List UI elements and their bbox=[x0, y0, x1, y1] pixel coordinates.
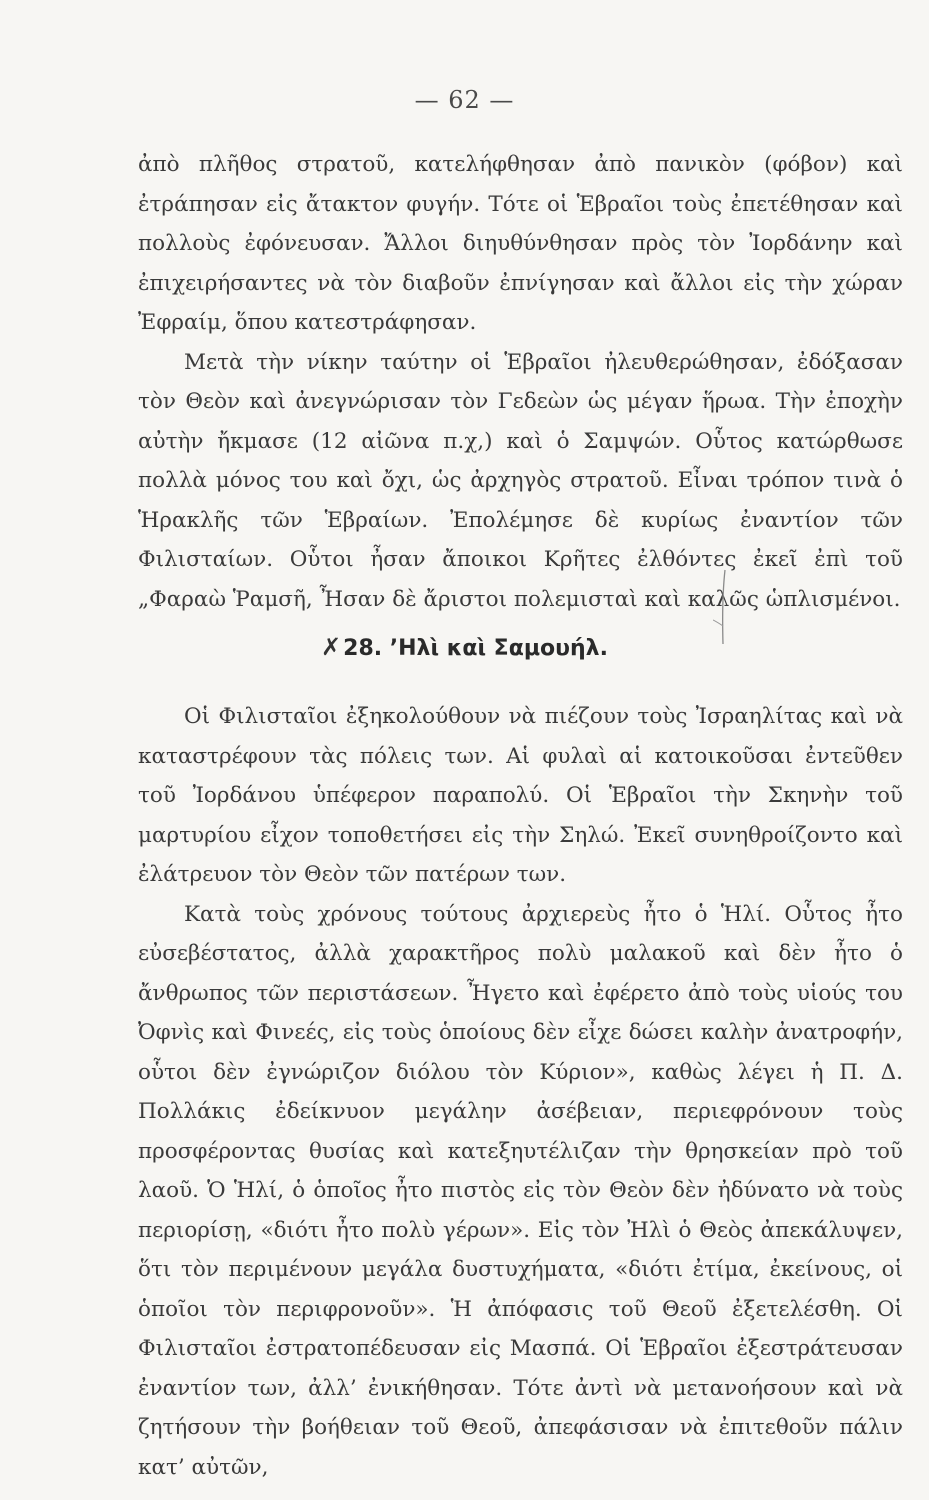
section-title: 28. ’Ηλὶ καὶ Σαμουήλ. bbox=[343, 636, 608, 661]
handwritten-check-mark: ✗ bbox=[321, 633, 342, 661]
text-before-section bbox=[138, 145, 903, 619]
page-number: — 62 — bbox=[414, 86, 515, 114]
section-heading bbox=[0, 633, 929, 661]
paragraph: Μετὰ τὴν νίκην ταύτην οἱ Ἑβραῖοι ἠλευθερώθησαν, ἐδόξασαν τὸν Θεὸν καὶ ἀνεγνώρισαν τὸν Γεδεὼν ὡς μέγαν ἥρωα. Τὴν ἐποχὴν αὐτὴν ἤκμασε (12 αἰῶνα π.χ,) καὶ ὁ Σαμψών. Οὗτος κατώρθωσε πολλὰ μόνος του καὶ ὄχι, ὡς ἀρχηγὸς στρατοῦ. Εἶναι τρόπον τινὰ ὁ Ἡρακλῆς τῶν Ἑβραίων. Ἐπολέμησε δὲ κυρίως ἐναντίον τῶν Φιλισταίων. Οὗτοι ἦσαν ἄποικοι Κρῆτες ἐλθόντες ἐκεῖ ἐπὶ τοῦ „Φαραὼ Ῥαμσῆ, Ἦσαν δὲ ἄριστοι πολεμισταὶ καὶ καλῶς ὡπλισμένοι. bbox=[138, 349, 903, 612]
text-after-section bbox=[138, 697, 903, 1487]
paragraph: Οἱ Φιλισταῖοι ἐξηκολούθουν νὰ πιέζουν τοὺς Ἰσραηλίτας καὶ νὰ καταστρέφουν τὰς πόλεις των. Αἱ φυλαὶ αἱ κατοικοῦσαι ἐντεῦθεν τοῦ Ἰορδάνου ὑπέφερον παραπολύ. Οἱ Ἑβραῖοι τὴν Σκηνὴν τοῦ μαρτυρίου εἶχον τοποθετήσει εἰς τὴν Σηλώ. Ἐκεῖ συνηθροίζοντο καὶ ἐλάτρευον τὸν Θεὸν τῶν πατέρων των. bbox=[138, 704, 903, 887]
paragraph: ἀπὸ πλῆθος στρατοῦ, κατελήφθησαν ἀπὸ πανικὸν (φόβον) καὶ ἐτράπησαν εἰς ἄτακτον φυγήν. Τότε οἱ Ἑβραῖοι τοὺς ἐπετέθησαν καὶ πολλοὺς ἐφόνευσαν. Ἄλλοι διηυθύνθησαν πρὸς τὸν Ἰορδάνην καὶ ἐπιχειρήσαντες νὰ τὸν διαβοῦν ἐπνίγησαν καὶ ἄλλοι εἰς τὴν χώραν Ἐφραίμ, ὅπου κατεστράφησαν. bbox=[138, 152, 903, 335]
paragraph: Κατὰ τοὺς χρόνους τούτους ἀρχιερεὺς ἦτο ὁ Ἡλί. Οὗτος ἦτο εὐσεβέστατος, ἀλλὰ χαρακτῆρος πολὺ μαλακοῦ καὶ δὲν ἦτο ὁ ἄνθρωπος τῶν περιστάσεων. Ἦγετο καὶ ἐφέρετο ἀπὸ τοὺς υἱούς του Ὀφνὶς καὶ Φινεές, εἰς τοὺς ὁποίους δὲν εἶχε δώσει καλὴν ἀνατροφήν, οὗτοι δὲν ἐγνώριζον διόλου τὸν Κύριον», καθὼς λέγει ἡ Π. Δ. Πολλάκις ἐδείκνυον μεγάλην ἀσέβειαν, περιεφρόνουν τοὺς προσφέροντας θυσίας καὶ κατεξηυτέλιζαν τὴν θρησκείαν πρὸ τοῦ λαοῦ. Ὁ Ἡλί, ὁ ὁποῖος ἦτο πιστὸς εἰς τὸν Θεὸν δὲν ἠδύνατο νὰ τοὺς περιορίσῃ, «διότι ἦτο πολὺ γέρων». Εἰς τὸν Ἠλὶ ὁ Θεὸς ἀπεκάλυψεν, ὅτι τὸν περιμένουν μεγάλα δυστυχήματα, «διότι ἐτίμα, ἐκείνους, οἱ ὁποῖοι τὸν περιφρονοῦν». Ἡ ἀπόφασις τοῦ Θεοῦ ἐξετελέσθη. Οἱ Φιλισταῖοι ἐστρατοπέδευσαν εἰς Μασπά. Οἱ Ἑβραῖοι ἐξεστράτευσαν ἐναντίον των, ἀλλ’ ἐνικήθησαν. Τότε ἀντὶ νὰ μετανοήσουν καὶ νὰ ζητήσουν τὴν βοήθειαν τοῦ Θεοῦ, ἀπεφάσισαν νὰ ἐπιτεθοῦν πάλιν κατ’ αὐτῶν, bbox=[138, 901, 903, 1480]
